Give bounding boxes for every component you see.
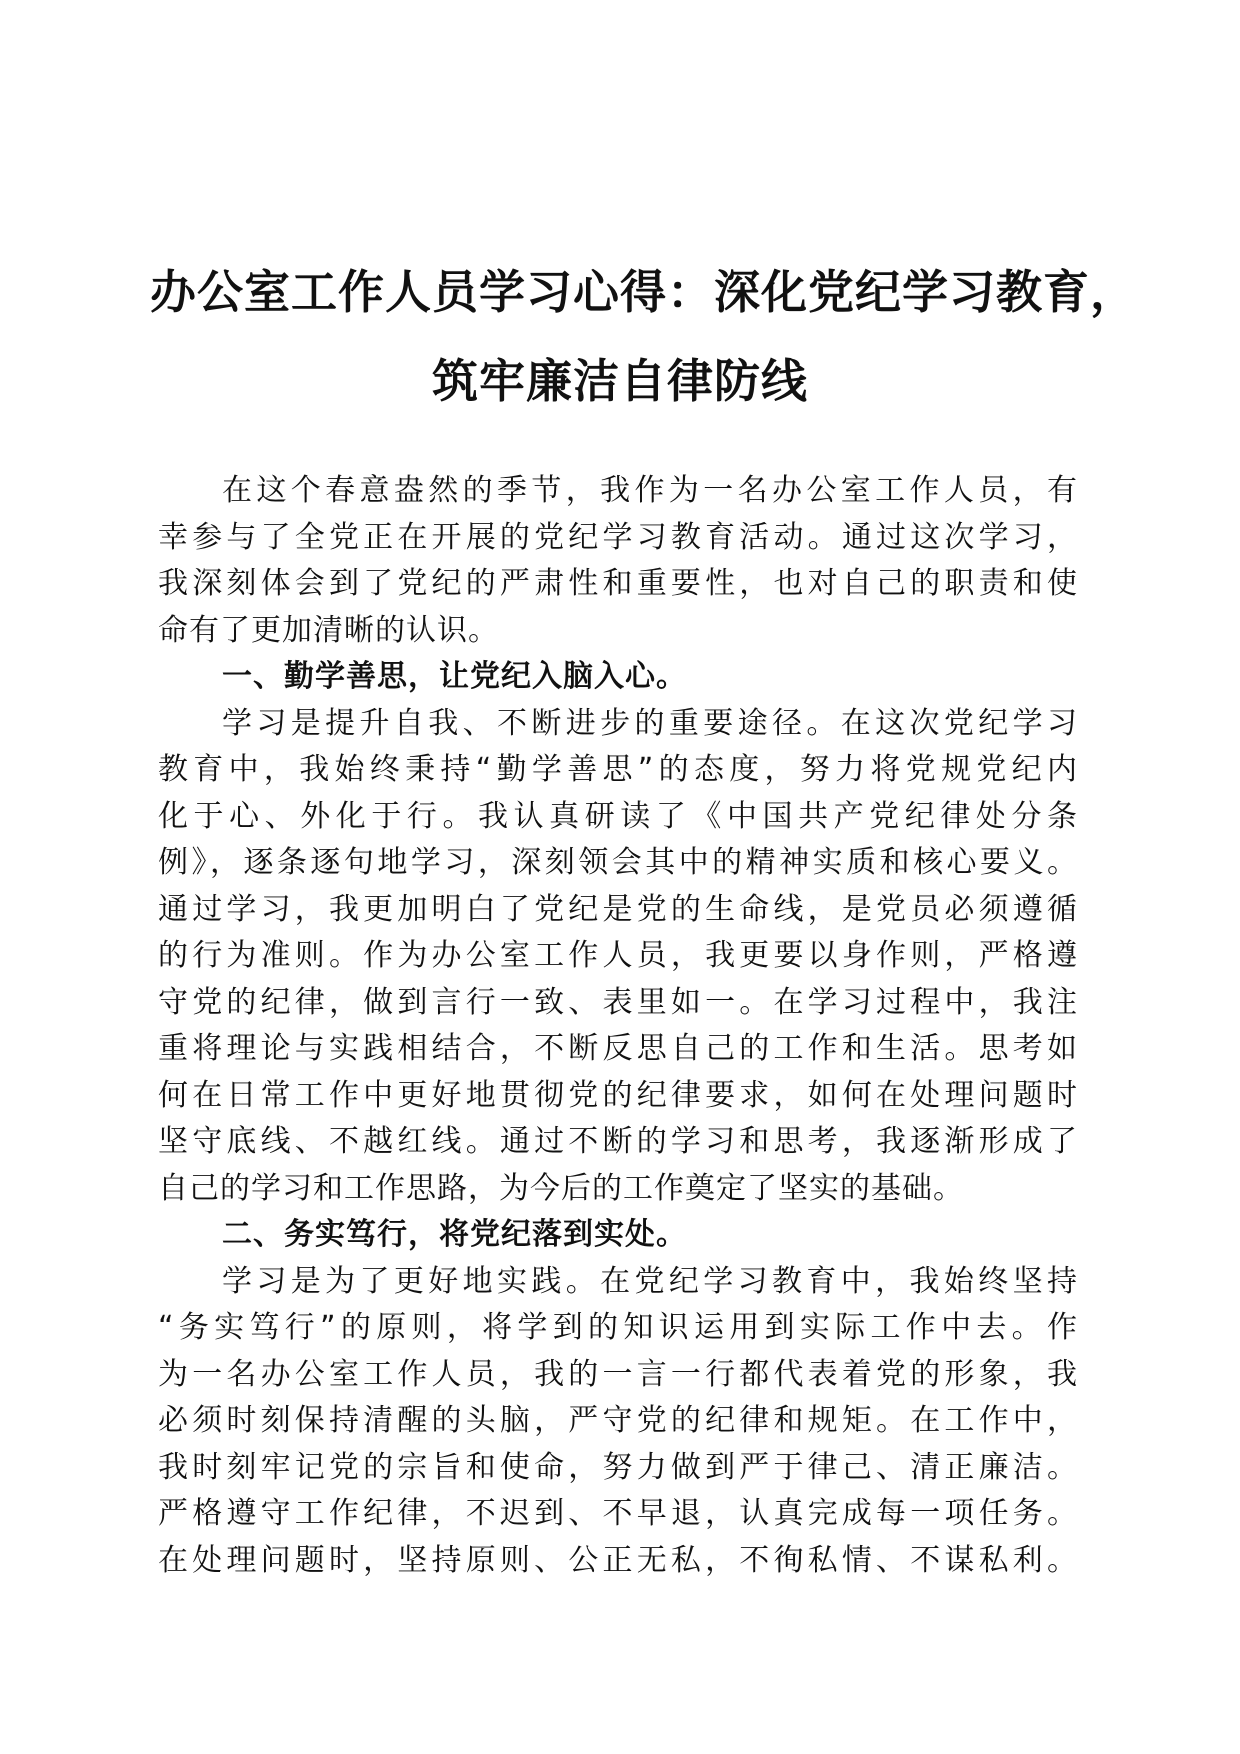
paragraph-line: 自己的学习和工作思路，为今后的工作奠定了坚实的基础。: [158, 1170, 964, 1206]
paragraph-line: 学习是为了更好地实践。在党纪学习教育中，我始终坚持: [222, 1263, 1078, 1299]
paragraph-line: 在处理问题时，坚持原则、公正无私，不徇私情、不谋私利。: [158, 1542, 1078, 1578]
paragraph-line: 的行为准则。作为办公室工作人员，我更要以身作则，严格遵: [158, 938, 1078, 973]
document-title-line-1: 办公室工作人员学习心得：深化党纪学习教育，: [150, 265, 1137, 319]
paragraph-line: 我深刻体会到了党纪的严肃性和重要性，也对自己的职责和使: [158, 566, 1078, 601]
section-heading: 二、务实笃行，将党纪落到实处。: [222, 1217, 687, 1252]
paragraph-line: 化于心、外化于行。我认真研读了《中国共产党纪律处分条: [158, 798, 1078, 834]
paragraph-line: 何在日常工作中更好地贯彻党的纪律要求，如何在处理问题时: [158, 1077, 1078, 1113]
paragraph-line: 坚守底线、不越红线。通过不断的学习和思考，我逐渐形成了: [158, 1124, 1078, 1159]
document-body: [158, 468, 1078, 1584]
document-title-line-2: 筑牢廉洁自律防线: [432, 354, 808, 408]
section-heading: 一、勤学善思，让党纪入脑入心。: [222, 659, 687, 694]
paragraph-line: 重将理论与实践相结合，不断反思自己的工作和生活。思考如: [158, 1031, 1078, 1066]
paragraph-line: 严格遵守工作纪律，不迟到、不早退，认真完成每一项任务。: [158, 1496, 1078, 1531]
paragraph-line: 在这个春意盎然的季节，我作为一名办公室工作人员，有: [222, 473, 1078, 508]
paragraph-line: 幸参与了全党正在开展的党纪学习教育活动。通过这次学习，: [158, 519, 1078, 555]
paragraph-line: 例》，逐条逐句地学习，深刻领会其中的精神实质和核心要义。: [158, 845, 1078, 880]
paragraph-line: 教育中，我始终秉持“勤学善思”的态度，努力将党规党纪内: [158, 752, 1078, 787]
paragraph-line: 学习是提升自我、不断进步的重要途径。在这次党纪学习: [222, 705, 1078, 741]
paragraph-line: 命有了更加清晰的认识。: [158, 612, 499, 648]
paragraph-line: 守党的纪律，做到言行一致、表里如一。在学习过程中，我注: [158, 984, 1078, 1020]
paragraph-line: 为一名办公室工作人员，我的一言一行都代表着党的形象，我: [158, 1356, 1078, 1392]
paragraph-line: 通过学习，我更加明白了党纪是党的生命线，是党员必须遵循: [158, 891, 1078, 927]
paragraph-line: 必须时刻保持清醒的头脑，严守党的纪律和规矩。在工作中，: [158, 1403, 1078, 1438]
paragraph-line: 我时刻牢记党的宗旨和使命，努力做到严于律己、清正廉洁。: [158, 1449, 1078, 1485]
paragraph-line: “务实笃行”的原则，将学到的知识运用到实际工作中去。作: [158, 1310, 1078, 1345]
